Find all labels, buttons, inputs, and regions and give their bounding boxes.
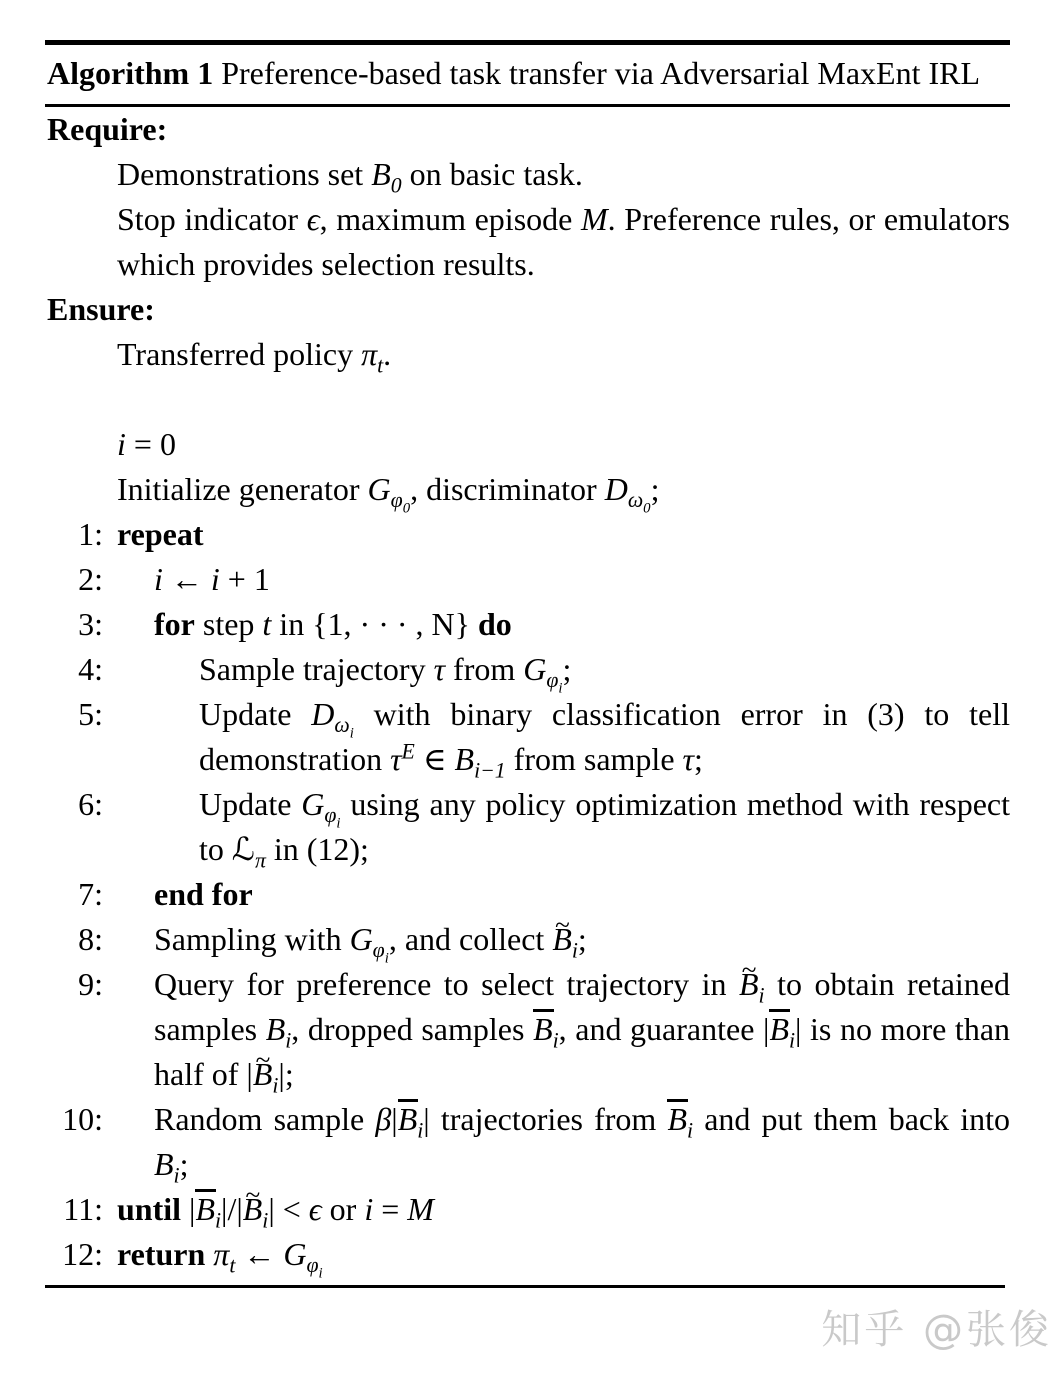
glyph: Initialize generator — [117, 471, 368, 507]
line-text — [117, 917, 1010, 967]
glyph: | < — [268, 1191, 309, 1227]
line-number: 6: — [78, 786, 103, 822]
glyph: in (12); — [265, 831, 369, 867]
text-token — [235, 1236, 283, 1272]
glyph: = 0 — [125, 426, 176, 462]
line-number: 9: — [78, 966, 103, 1002]
glyph: G — [523, 651, 547, 687]
glyph: G — [283, 1236, 307, 1272]
glyph: using any policy optimization method with respect to — [199, 786, 1011, 867]
line-number: 3: — [78, 606, 103, 642]
overline-symbol: B — [769, 1007, 789, 1052]
math-token — [195, 1191, 222, 1233]
glyph: D — [311, 696, 335, 732]
line-number — [45, 467, 117, 512]
algorithm-line — [45, 197, 1010, 287]
math-token — [307, 201, 320, 237]
glyph: −1 — [480, 758, 506, 783]
line-text — [117, 197, 1010, 287]
glyph: for — [154, 606, 195, 642]
math-token — [375, 1101, 391, 1137]
text-token — [154, 876, 253, 912]
text-token — [402, 156, 583, 192]
text-token — [480, 758, 506, 782]
algorithm-line — [45, 1232, 1010, 1282]
math-token — [311, 696, 354, 742]
line-number: 10: — [62, 1101, 103, 1137]
text-token — [320, 201, 581, 237]
math-token — [397, 1101, 424, 1143]
glyph: i — [558, 680, 563, 697]
glyph: |/| — [221, 1191, 243, 1227]
line-text — [117, 1187, 1010, 1232]
watermark: 知乎 @张俊 — [821, 1307, 1052, 1353]
algorithm-title: Preference-based task transfer via Adversarial MaxEnt IRL — [213, 55, 980, 91]
glyph: | trajectories from — [423, 1101, 668, 1137]
line-number: 8: — [78, 921, 103, 957]
text-token — [478, 606, 512, 642]
glyph: , and guarantee | — [558, 1011, 770, 1047]
math-token — [627, 488, 651, 517]
glyph: = — [373, 1191, 408, 1227]
line-number: 5: — [78, 696, 103, 732]
glyph: 0 — [390, 173, 402, 198]
glyph: ; — [577, 921, 587, 957]
algorithm-line — [45, 962, 1010, 1097]
text-token — [221, 1191, 243, 1227]
line-text — [117, 557, 1010, 602]
glyph: i — [173, 1163, 180, 1188]
math-token — [367, 471, 411, 517]
text-token — [154, 966, 739, 1002]
text-token — [117, 336, 361, 372]
glyph: , discriminator — [410, 471, 605, 507]
line-number — [45, 332, 117, 377]
algorithm-body — [45, 377, 1011, 1282]
glyph: end for — [154, 876, 253, 912]
glyph: φ — [324, 803, 337, 828]
text-token — [423, 1101, 667, 1137]
text-token — [126, 426, 176, 462]
overline-symbol: B — [533, 1007, 553, 1052]
tilde-symbol: B ~ — [552, 917, 572, 962]
text-token — [651, 471, 660, 507]
glyph: τ — [390, 741, 402, 777]
glyph: π — [361, 336, 378, 372]
math-token — [211, 561, 220, 597]
math-token — [252, 1056, 279, 1098]
math-token — [231, 831, 266, 873]
text-token — [506, 741, 683, 777]
text-token — [195, 606, 263, 642]
glyph: i — [417, 1118, 424, 1143]
glyph: G — [349, 921, 373, 957]
math-token — [546, 668, 563, 697]
glyph: i — [364, 1191, 374, 1227]
ensure-label: Ensure: — [47, 291, 155, 327]
glyph: t — [262, 606, 272, 642]
blank-line — [45, 377, 1010, 422]
math-token — [402, 739, 415, 763]
glyph: ω — [334, 713, 350, 738]
math-token — [533, 1011, 559, 1053]
math-token — [364, 1191, 373, 1227]
glyph: φ — [372, 938, 385, 963]
glyph: ∈ — [414, 741, 455, 777]
text-token — [163, 561, 211, 597]
glyph: t — [377, 353, 384, 378]
math-token — [552, 921, 578, 963]
text-token — [559, 1011, 770, 1047]
algorithm-figure — [45, 40, 1010, 1288]
algorithm-line — [45, 422, 1010, 467]
glyph: |; — [278, 1056, 294, 1092]
line-text — [117, 602, 1010, 647]
glyph: | — [391, 1101, 398, 1137]
text-token — [563, 651, 572, 687]
algorithm-line — [45, 782, 1010, 872]
math-token — [523, 651, 563, 697]
text-token — [180, 1146, 189, 1182]
glyph: from — [445, 651, 524, 687]
text-token — [220, 561, 270, 597]
algorithm-line — [45, 152, 1010, 197]
line-number: 2: — [78, 561, 103, 597]
glyph: M — [581, 201, 608, 237]
line-number — [45, 422, 117, 467]
glyph: i — [758, 983, 765, 1008]
glyph: i — [154, 561, 163, 597]
text-token — [117, 516, 203, 552]
glyph: ; — [179, 1146, 189, 1182]
text-token — [322, 1191, 365, 1227]
math-token — [117, 426, 126, 462]
text-token — [410, 471, 605, 507]
math-token — [306, 1253, 323, 1282]
tilde-symbol: B ~ — [243, 1187, 263, 1232]
math-token — [324, 803, 341, 832]
glyph: B — [265, 1011, 286, 1047]
glyph: Update — [199, 786, 302, 822]
line-number: 7: — [78, 876, 103, 912]
glyph: ϵ — [306, 201, 320, 237]
glyph: , dropped samples — [291, 1011, 534, 1047]
algorithm-line — [45, 1097, 1010, 1187]
math-token — [390, 741, 415, 777]
glyph: B — [454, 741, 475, 777]
glyph: Transferred policy — [117, 336, 362, 372]
text-token — [389, 921, 552, 957]
math-token — [372, 938, 389, 967]
algorithm-line — [45, 647, 1010, 697]
glyph: t — [229, 1253, 236, 1278]
line-text — [117, 467, 1010, 517]
text-token — [154, 1101, 375, 1137]
glyph: π — [254, 848, 266, 873]
glyph: B — [371, 156, 391, 192]
glyph: Update — [199, 696, 312, 732]
math-token — [349, 921, 389, 967]
glyph: i — [262, 1208, 269, 1233]
algorithm-line — [45, 1187, 1010, 1232]
overline-symbol: B — [195, 1187, 215, 1232]
glyph: and put them back into — [693, 1101, 1011, 1137]
glyph: until — [117, 1191, 182, 1227]
glyph: . Preference rules, or emulators which provides selection results. — [117, 201, 1011, 282]
ensure-section — [45, 332, 1010, 377]
math-token — [390, 488, 411, 517]
glyph: . — [383, 336, 392, 372]
glyph: D — [604, 471, 628, 507]
overline-symbol: B — [667, 1097, 687, 1142]
glyph: τ — [433, 651, 446, 687]
glyph: i — [687, 1118, 694, 1143]
text-token — [291, 1011, 533, 1047]
algorithm-line — [45, 692, 1010, 782]
math-token — [283, 1236, 323, 1282]
glyph: i — [285, 1028, 292, 1053]
tilde-symbol: B ~ — [253, 1052, 273, 1097]
math-token — [361, 336, 384, 378]
glyph: ← — [162, 561, 211, 597]
glyph: 0 — [402, 500, 411, 517]
glyph: return — [117, 1236, 206, 1272]
text-token — [117, 156, 371, 192]
algorithm-line — [45, 467, 1010, 517]
line-text — [117, 422, 1010, 467]
glyph: ; — [562, 651, 572, 687]
math-token — [738, 966, 765, 1008]
glyph: from sample — [505, 741, 683, 777]
text-token — [117, 1191, 181, 1227]
glyph: Query for preference to select trajectory in — [154, 966, 739, 1002]
text-token — [266, 831, 369, 867]
glyph: or — [321, 1191, 365, 1227]
line-number — [45, 197, 117, 287]
algorithm-line — [45, 332, 1010, 377]
require-section — [45, 152, 1010, 287]
glyph: Sample trajectory — [199, 651, 434, 687]
text-token — [391, 173, 402, 197]
math-token — [154, 1146, 180, 1188]
line-text — [117, 782, 1010, 872]
line-text — [117, 692, 1010, 782]
glyph: τ — [682, 741, 694, 777]
math-token — [213, 1236, 236, 1278]
math-token — [334, 713, 354, 742]
text-token — [373, 1191, 407, 1227]
math-token — [434, 651, 445, 687]
glyph: ; — [650, 471, 660, 507]
text-token — [117, 471, 368, 507]
glyph: i — [214, 1208, 222, 1233]
text-token — [199, 651, 434, 687]
text-token — [181, 1191, 195, 1227]
math-token — [407, 1191, 434, 1227]
text-token — [154, 921, 350, 957]
glyph: i — [552, 1028, 559, 1053]
text-token — [271, 606, 478, 642]
glyph: φ — [306, 1253, 319, 1278]
glyph: i — [318, 1265, 323, 1282]
glyph: Sampling with — [154, 921, 350, 957]
math-token — [301, 786, 341, 832]
algorithm-line — [45, 917, 1010, 967]
math-token — [769, 1011, 796, 1053]
algorithm-line — [45, 512, 1010, 557]
line-text — [117, 332, 1010, 377]
text-token — [415, 741, 455, 777]
math-token — [309, 1191, 322, 1227]
glyph: i — [571, 938, 578, 963]
algorithm-line — [45, 872, 1010, 917]
text-token — [445, 651, 523, 687]
line-text — [117, 1232, 1010, 1282]
line-text — [117, 152, 1010, 197]
math-token — [454, 741, 506, 783]
glyph: | — [181, 1191, 196, 1227]
glyph: ← — [235, 1236, 284, 1272]
glyph: ϵ — [308, 1191, 322, 1227]
glyph: M — [407, 1191, 434, 1227]
glyph: on basic task. — [401, 156, 583, 192]
math-token — [683, 741, 694, 777]
text-token — [383, 336, 391, 372]
glyph: step — [194, 606, 263, 642]
glyph: i — [117, 426, 126, 462]
require-label: Require: — [47, 111, 168, 147]
glyph: | is no more than half of | — [154, 1011, 1011, 1092]
math-token — [371, 156, 402, 198]
math-token — [154, 561, 163, 597]
glyph: + 1 — [219, 561, 270, 597]
overline-symbol: B — [398, 1097, 418, 1142]
text-token — [578, 921, 587, 957]
text-token — [278, 1056, 293, 1092]
glyph: do — [477, 606, 512, 642]
line-text — [117, 647, 1010, 697]
glyph: with binary classification error in (3) to tell demonstration — [199, 696, 1011, 777]
glyph: i — [788, 1028, 796, 1053]
glyph: Stop indicator — [117, 201, 307, 237]
math-token — [581, 201, 608, 237]
algorithm-label: Algorithm 1 — [47, 55, 214, 91]
text-token — [199, 696, 311, 732]
text-token — [199, 786, 301, 822]
glyph: Demonstrations set — [117, 156, 372, 192]
glyph: i — [349, 725, 354, 742]
glyph: Random sample — [154, 1101, 376, 1137]
glyph: ℒ — [231, 831, 255, 867]
math-token — [255, 848, 266, 872]
math-token — [667, 1101, 694, 1143]
text-token — [268, 1191, 308, 1227]
glyph: π — [213, 1236, 230, 1272]
line-text — [117, 512, 1010, 557]
glyph: ; — [693, 741, 703, 777]
glyph: to obtain retained samples — [154, 966, 1010, 1047]
glyph: in {1, · · · , N} — [271, 606, 478, 642]
text-token — [117, 1236, 205, 1272]
glyph: E — [401, 739, 415, 764]
glyph: 0 — [643, 500, 651, 517]
text-token — [694, 741, 703, 777]
line-number: 4: — [78, 651, 103, 687]
glyph: i — [210, 561, 220, 597]
text-token — [154, 606, 195, 642]
line-number: 1: — [78, 516, 103, 552]
text-token — [117, 201, 307, 237]
bottom-rule — [45, 1285, 1005, 1288]
glyph: φ — [546, 668, 559, 693]
line-number: 12: — [62, 1236, 103, 1272]
glyph: β — [375, 1101, 392, 1137]
algorithm-line — [45, 602, 1010, 647]
math-token — [262, 606, 271, 642]
algorithm-header — [45, 45, 1010, 104]
glyph: φ — [390, 488, 403, 513]
glyph: i — [336, 815, 341, 832]
algorithm-line — [45, 557, 1010, 602]
glyph: i — [272, 1073, 279, 1098]
line-text — [117, 962, 1010, 1097]
math-token — [604, 471, 651, 517]
glyph: i — [384, 950, 389, 967]
glyph: repeat — [117, 516, 204, 552]
glyph: i — [474, 758, 481, 783]
math-token — [319, 1266, 323, 1282]
line-number — [45, 152, 117, 197]
text-token — [693, 1101, 1010, 1137]
glyph: G — [301, 786, 325, 822]
math-token — [242, 1191, 269, 1233]
glyph: B — [154, 1146, 174, 1182]
glyph: , maximum episode — [319, 201, 581, 237]
line-number: 11: — [63, 1191, 103, 1227]
glyph: G — [367, 471, 391, 507]
glyph: ω — [627, 488, 644, 513]
tilde-symbol: B ~ — [739, 962, 759, 1007]
glyph: , and collect — [388, 921, 553, 957]
